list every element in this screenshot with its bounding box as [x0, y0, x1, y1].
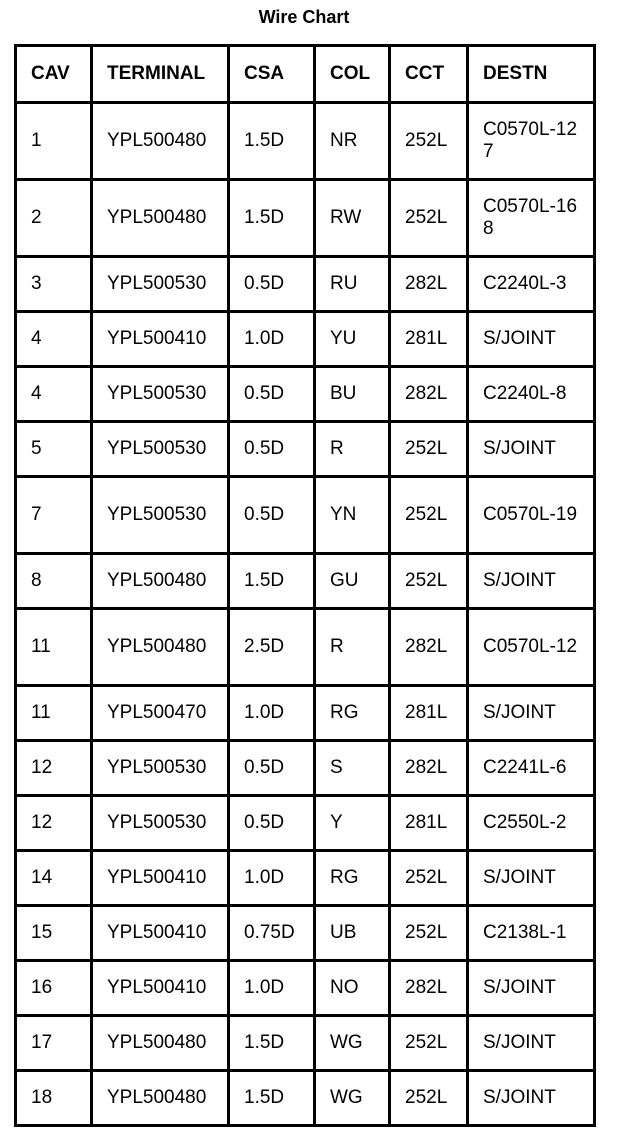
cell-csa: 0.5D	[229, 741, 315, 796]
cell-cct: 252L	[390, 906, 468, 961]
cell-terminal: YPL500530	[92, 257, 229, 312]
cell-csa: 1.5D	[229, 103, 315, 180]
cell-terminal: YPL500410	[92, 851, 229, 906]
cell-destn: C2240L-8	[468, 367, 595, 422]
cell-csa: 2.5D	[229, 609, 315, 686]
cell-cav: 4	[16, 367, 92, 422]
cell-cct: 252L	[390, 1071, 468, 1126]
table-row	[16, 180, 595, 257]
cell-cct: 252L	[390, 180, 468, 257]
cell-col: RG	[315, 686, 390, 741]
cell-cct: 252L	[390, 422, 468, 477]
table-row	[16, 554, 595, 609]
cell-cct: 282L	[390, 741, 468, 796]
cell-csa: 1.0D	[229, 312, 315, 367]
cell-col: UB	[315, 906, 390, 961]
cell-csa: 1.5D	[229, 1071, 315, 1126]
header-csa: CSA	[229, 46, 315, 103]
table-row	[16, 851, 595, 906]
cell-destn: C2138L-1	[468, 906, 595, 961]
cell-terminal: YPL500480	[92, 1071, 229, 1126]
cell-csa: 0.5D	[229, 477, 315, 554]
header-col: COL	[315, 46, 390, 103]
cell-cct: 252L	[390, 103, 468, 180]
cell-cct: 252L	[390, 1016, 468, 1071]
cell-destn: S/JOINT	[468, 686, 595, 741]
cell-cav: 16	[16, 961, 92, 1016]
cell-cav: 12	[16, 796, 92, 851]
cell-cav: 15	[16, 906, 92, 961]
cell-col: RW	[315, 180, 390, 257]
table-row	[16, 312, 595, 367]
table-row	[16, 906, 595, 961]
cell-col: Y	[315, 796, 390, 851]
table-row	[16, 257, 595, 312]
page-title: Wire Chart	[258, 7, 350, 27]
table-row	[16, 741, 595, 796]
cell-destn: S/JOINT	[468, 312, 595, 367]
cell-col: S	[315, 741, 390, 796]
cell-destn: C0570L-19	[468, 477, 595, 554]
cell-terminal: YPL500480	[92, 180, 229, 257]
cell-csa: 0.75D	[229, 906, 315, 961]
cell-col: NO	[315, 961, 390, 1016]
cell-cct: 281L	[390, 312, 468, 367]
cell-destn: S/JOINT	[468, 422, 595, 477]
cell-cct: 252L	[390, 554, 468, 609]
table-row	[16, 422, 595, 477]
cell-cav: 4	[16, 312, 92, 367]
cell-cav: 3	[16, 257, 92, 312]
cell-csa: 1.5D	[229, 1016, 315, 1071]
cell-cav: 17	[16, 1016, 92, 1071]
cell-cav: 5	[16, 422, 92, 477]
cell-destn: C0570L-168	[468, 180, 595, 257]
cell-cct: 252L	[390, 477, 468, 554]
cell-cav: 12	[16, 741, 92, 796]
table-row	[16, 1071, 595, 1126]
cell-destn: C0570L-12	[468, 609, 595, 686]
cell-terminal: YPL500480	[92, 609, 229, 686]
table-row	[16, 1016, 595, 1071]
table-row	[16, 609, 595, 686]
header-cct: CCT	[390, 46, 468, 103]
cell-cct: 282L	[390, 257, 468, 312]
cell-col: R	[315, 422, 390, 477]
cell-destn: S/JOINT	[468, 1016, 595, 1071]
table-row	[16, 796, 595, 851]
cell-cav: 1	[16, 103, 92, 180]
header-destn: DESTN	[468, 46, 595, 103]
table-row	[16, 961, 595, 1016]
cell-terminal: YPL500470	[92, 686, 229, 741]
cell-cav: 7	[16, 477, 92, 554]
cell-destn: C2241L-6	[468, 741, 595, 796]
cell-col: BU	[315, 367, 390, 422]
cell-csa: 1.5D	[229, 554, 315, 609]
cell-destn: S/JOINT	[468, 1071, 595, 1126]
cell-cav: 14	[16, 851, 92, 906]
cell-terminal: YPL500410	[92, 906, 229, 961]
cell-col: NR	[315, 103, 390, 180]
table-row	[16, 367, 595, 422]
cell-terminal: YPL500530	[92, 422, 229, 477]
table-row	[16, 103, 595, 180]
table-header-row	[16, 46, 595, 103]
cell-csa: 0.5D	[229, 257, 315, 312]
cell-destn: C0570L-127	[468, 103, 595, 180]
cell-cct: 282L	[390, 609, 468, 686]
cell-destn: S/JOINT	[468, 961, 595, 1016]
cell-cav: 18	[16, 1071, 92, 1126]
cell-terminal: YPL500480	[92, 103, 229, 180]
cell-col: YN	[315, 477, 390, 554]
cell-terminal: YPL500480	[92, 1016, 229, 1071]
cell-cct: 282L	[390, 961, 468, 1016]
table-row	[16, 477, 595, 554]
cell-col: GU	[315, 554, 390, 609]
cell-cct: 282L	[390, 367, 468, 422]
cell-terminal: YPL500530	[92, 367, 229, 422]
header-terminal: TERMINAL	[92, 46, 229, 103]
cell-col: YU	[315, 312, 390, 367]
cell-csa: 0.5D	[229, 422, 315, 477]
cell-col: WG	[315, 1016, 390, 1071]
cell-destn: C2240L-3	[468, 257, 595, 312]
cell-cav: 11	[16, 686, 92, 741]
cell-destn: S/JOINT	[468, 851, 595, 906]
cell-cav: 11	[16, 609, 92, 686]
cell-col: R	[315, 609, 390, 686]
cell-terminal: YPL500530	[92, 796, 229, 851]
cell-terminal: YPL500480	[92, 554, 229, 609]
cell-csa: 1.0D	[229, 961, 315, 1016]
cell-col: WG	[315, 1071, 390, 1126]
cell-cav: 8	[16, 554, 92, 609]
cell-csa: 1.0D	[229, 686, 315, 741]
cell-cct: 252L	[390, 851, 468, 906]
cell-cct: 281L	[390, 686, 468, 741]
cell-col: RG	[315, 851, 390, 906]
wire-chart-table	[14, 44, 596, 1127]
cell-destn: S/JOINT	[468, 554, 595, 609]
cell-csa: 0.5D	[229, 796, 315, 851]
table-row	[16, 686, 595, 741]
cell-terminal: YPL500530	[92, 741, 229, 796]
cell-terminal: YPL500410	[92, 312, 229, 367]
cell-csa: 1.0D	[229, 851, 315, 906]
cell-csa: 0.5D	[229, 367, 315, 422]
cell-terminal: YPL500410	[92, 961, 229, 1016]
cell-terminal: YPL500530	[92, 477, 229, 554]
header-cav: CAV	[16, 46, 92, 103]
cell-cav: 2	[16, 180, 92, 257]
cell-destn: C2550L-2	[468, 796, 595, 851]
cell-cct: 281L	[390, 796, 468, 851]
cell-col: RU	[315, 257, 390, 312]
cell-csa: 1.5D	[229, 180, 315, 257]
